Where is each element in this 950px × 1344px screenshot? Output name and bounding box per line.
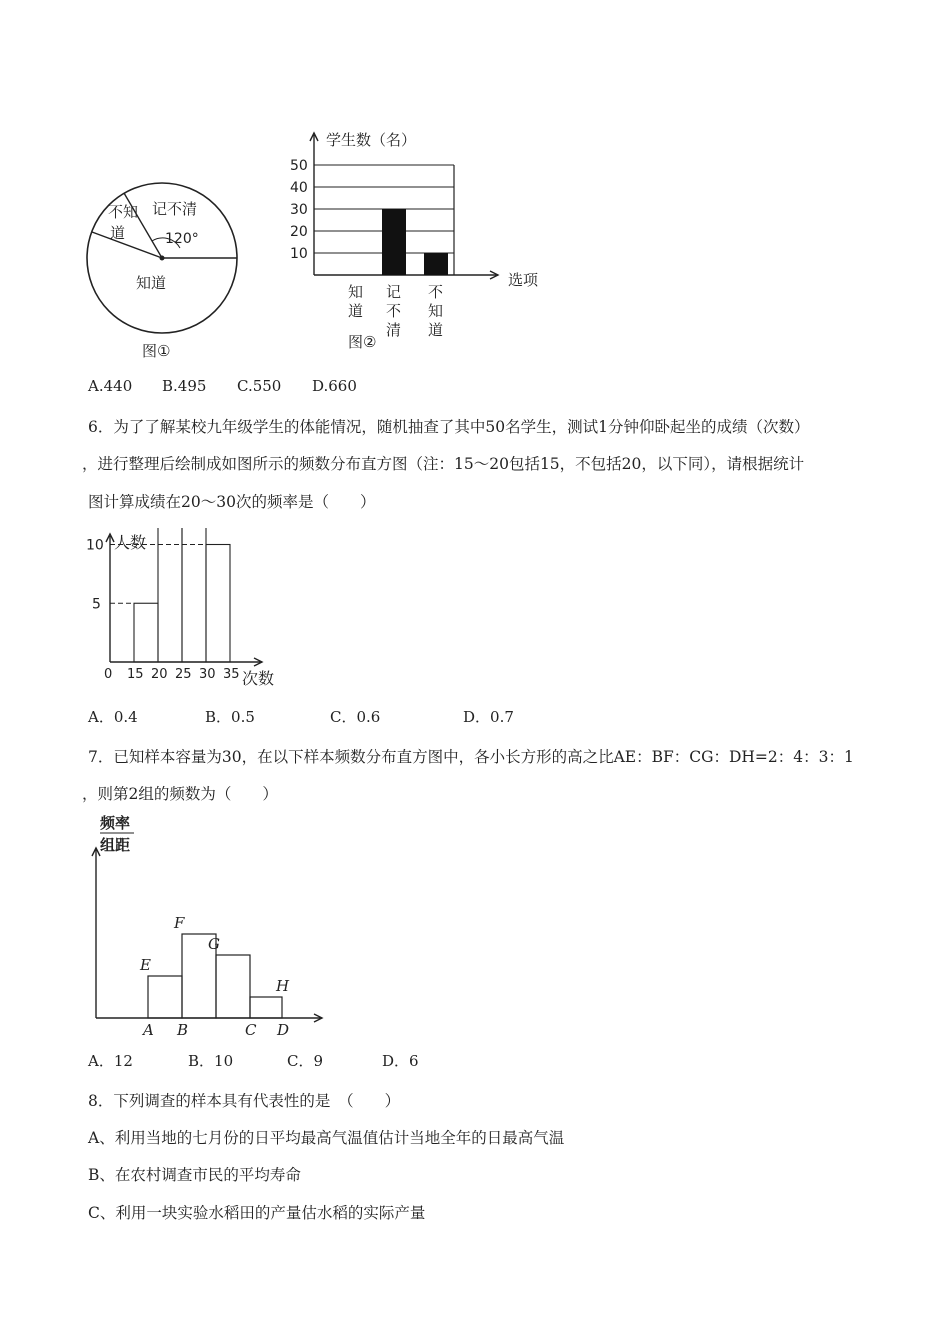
- histogram-q6: [84, 528, 304, 693]
- q5-option-a: A.440: [88, 377, 133, 395]
- q7-option-d: D．6: [382, 1052, 419, 1070]
- bar-ytick-label: 20: [290, 224, 308, 240]
- q5-option-b: B.495: [162, 377, 207, 395]
- hist7-bar-2: [216, 955, 250, 1018]
- hist6-ytick-label: 10: [86, 537, 104, 554]
- q6-option-b: B．0.5: [205, 708, 255, 726]
- q8-option-b: B、在农村调查市民的平均寿命: [88, 1166, 301, 1184]
- bar-category-label: 知: [348, 283, 364, 301]
- pie-label-zhidao: 知道: [136, 274, 167, 292]
- hist6-xtick-label: 30: [199, 667, 216, 682]
- q7-option-a: A．12: [88, 1052, 133, 1070]
- bar-ytick-label: 40: [290, 180, 308, 196]
- hist7-ylabel-top: 频率: [100, 814, 131, 832]
- hist6-bar-2: [182, 528, 206, 662]
- pie-label-jibuqing: 记不清: [152, 200, 198, 218]
- pie-caption: 图①: [142, 342, 171, 360]
- hist6-bar-0: [134, 603, 158, 662]
- hist7-axis-point-label: B: [177, 1021, 189, 1039]
- hist6-xtick-label: 25: [175, 667, 192, 682]
- pie-radius-left: [92, 232, 162, 258]
- hist7-point-label: E: [140, 956, 151, 974]
- q7-option-c: C．9: [287, 1052, 324, 1070]
- pie-label-budao-1: 不知: [108, 203, 139, 221]
- hist7-axis-point-label: D: [277, 1021, 290, 1039]
- histogram-q7: [86, 808, 346, 1043]
- bar-category-label: 清: [386, 321, 402, 339]
- q6-stem-line-3: 图计算成绩在20～30次的频率是（ ）: [88, 493, 376, 511]
- hist6-bar-3: [206, 545, 230, 663]
- bar-chart-figure: [286, 125, 556, 355]
- hist7-point-label: F: [174, 914, 185, 932]
- q8-option-c: C、利用一块实验水稻田的产量估水稻的实际产量: [88, 1204, 426, 1222]
- hist7-axis-point-label: A: [143, 1021, 154, 1039]
- bar-ylabel: 学生数（名）: [326, 131, 417, 149]
- hist7-point-label: G: [208, 935, 220, 953]
- pie-label-angle: 120°: [165, 231, 199, 247]
- pie-label-budao-2: 道: [110, 224, 126, 242]
- hist6-xlabel: 次数: [242, 669, 275, 688]
- q6-option-c: C．0.6: [330, 708, 381, 726]
- pie-chart-figure: [80, 170, 250, 370]
- hist7-bar-0: [148, 976, 182, 1018]
- bar-category-label: 知: [428, 302, 444, 320]
- hist6-xtick-label: 20: [151, 667, 168, 682]
- hist6-ylabel: 人数: [114, 533, 147, 552]
- bar-mark-2: [424, 253, 448, 275]
- hist7-ylabel-bottom: 组距: [100, 836, 131, 854]
- q5-option-d: D.660: [312, 377, 357, 395]
- q6-stem-line-1: 6．为了了解某校九年级学生的体能情况，随机抽查了其中50名学生，测试1分钟仰卧起坐的成绩（次数）: [88, 418, 810, 436]
- hist6-bar-1: [158, 528, 182, 662]
- q8-option-a: A、利用当地的七月份的日平均最高气温值估计当地全年的日最高气温: [88, 1129, 565, 1147]
- bar-xlabel: 选项: [508, 271, 539, 289]
- q6-stem-line-2: ，进行整理后绘制成如图所示的频数分布直方图（注：15～20包括15，不包括20，以下同），请根据统计: [82, 455, 805, 473]
- bar-category-label: 道: [428, 321, 444, 339]
- hist6-xtick-label: 15: [127, 667, 144, 682]
- bar-category-label: 道: [348, 302, 364, 320]
- bar-category-label: 不: [428, 283, 444, 301]
- hist7-point-label: H: [276, 977, 290, 995]
- bar-ytick-label: 30: [290, 202, 308, 218]
- q5-option-c: C.550: [237, 377, 282, 395]
- hist7-bar-3: [250, 997, 282, 1018]
- q7-option-b: B．10: [188, 1052, 234, 1070]
- bar-mark-1: [382, 209, 406, 275]
- hist6-xtick-label: 35: [223, 667, 240, 682]
- q7-stem-line-2: ，则第2组的频数为（ ）: [82, 785, 278, 803]
- hist6-ytick-label: 5: [92, 596, 101, 613]
- q7-stem-line-1: 7．已知样本容量为30，在以下样本频数分布直方图中，各小长方形的高之比AE：BF：CG：DH=2：4：3：1: [88, 748, 854, 766]
- bar-category-label: 不: [386, 302, 402, 320]
- bar-ytick-label: 10: [290, 246, 308, 262]
- hist7-axis-point-label: C: [245, 1021, 257, 1039]
- bar-category-label: 记: [386, 283, 402, 301]
- q8-stem: 8．下列调查的样本具有代表性的是 （ ）: [88, 1092, 401, 1110]
- q6-option-d: D．0.7: [463, 708, 514, 726]
- q6-option-a: A．0.4: [88, 708, 138, 726]
- bar-caption: 图②: [348, 333, 377, 351]
- bar-ytick-label: 50: [290, 158, 308, 174]
- hist6-origin: 0: [104, 667, 113, 682]
- pie-center-dot: [160, 256, 165, 261]
